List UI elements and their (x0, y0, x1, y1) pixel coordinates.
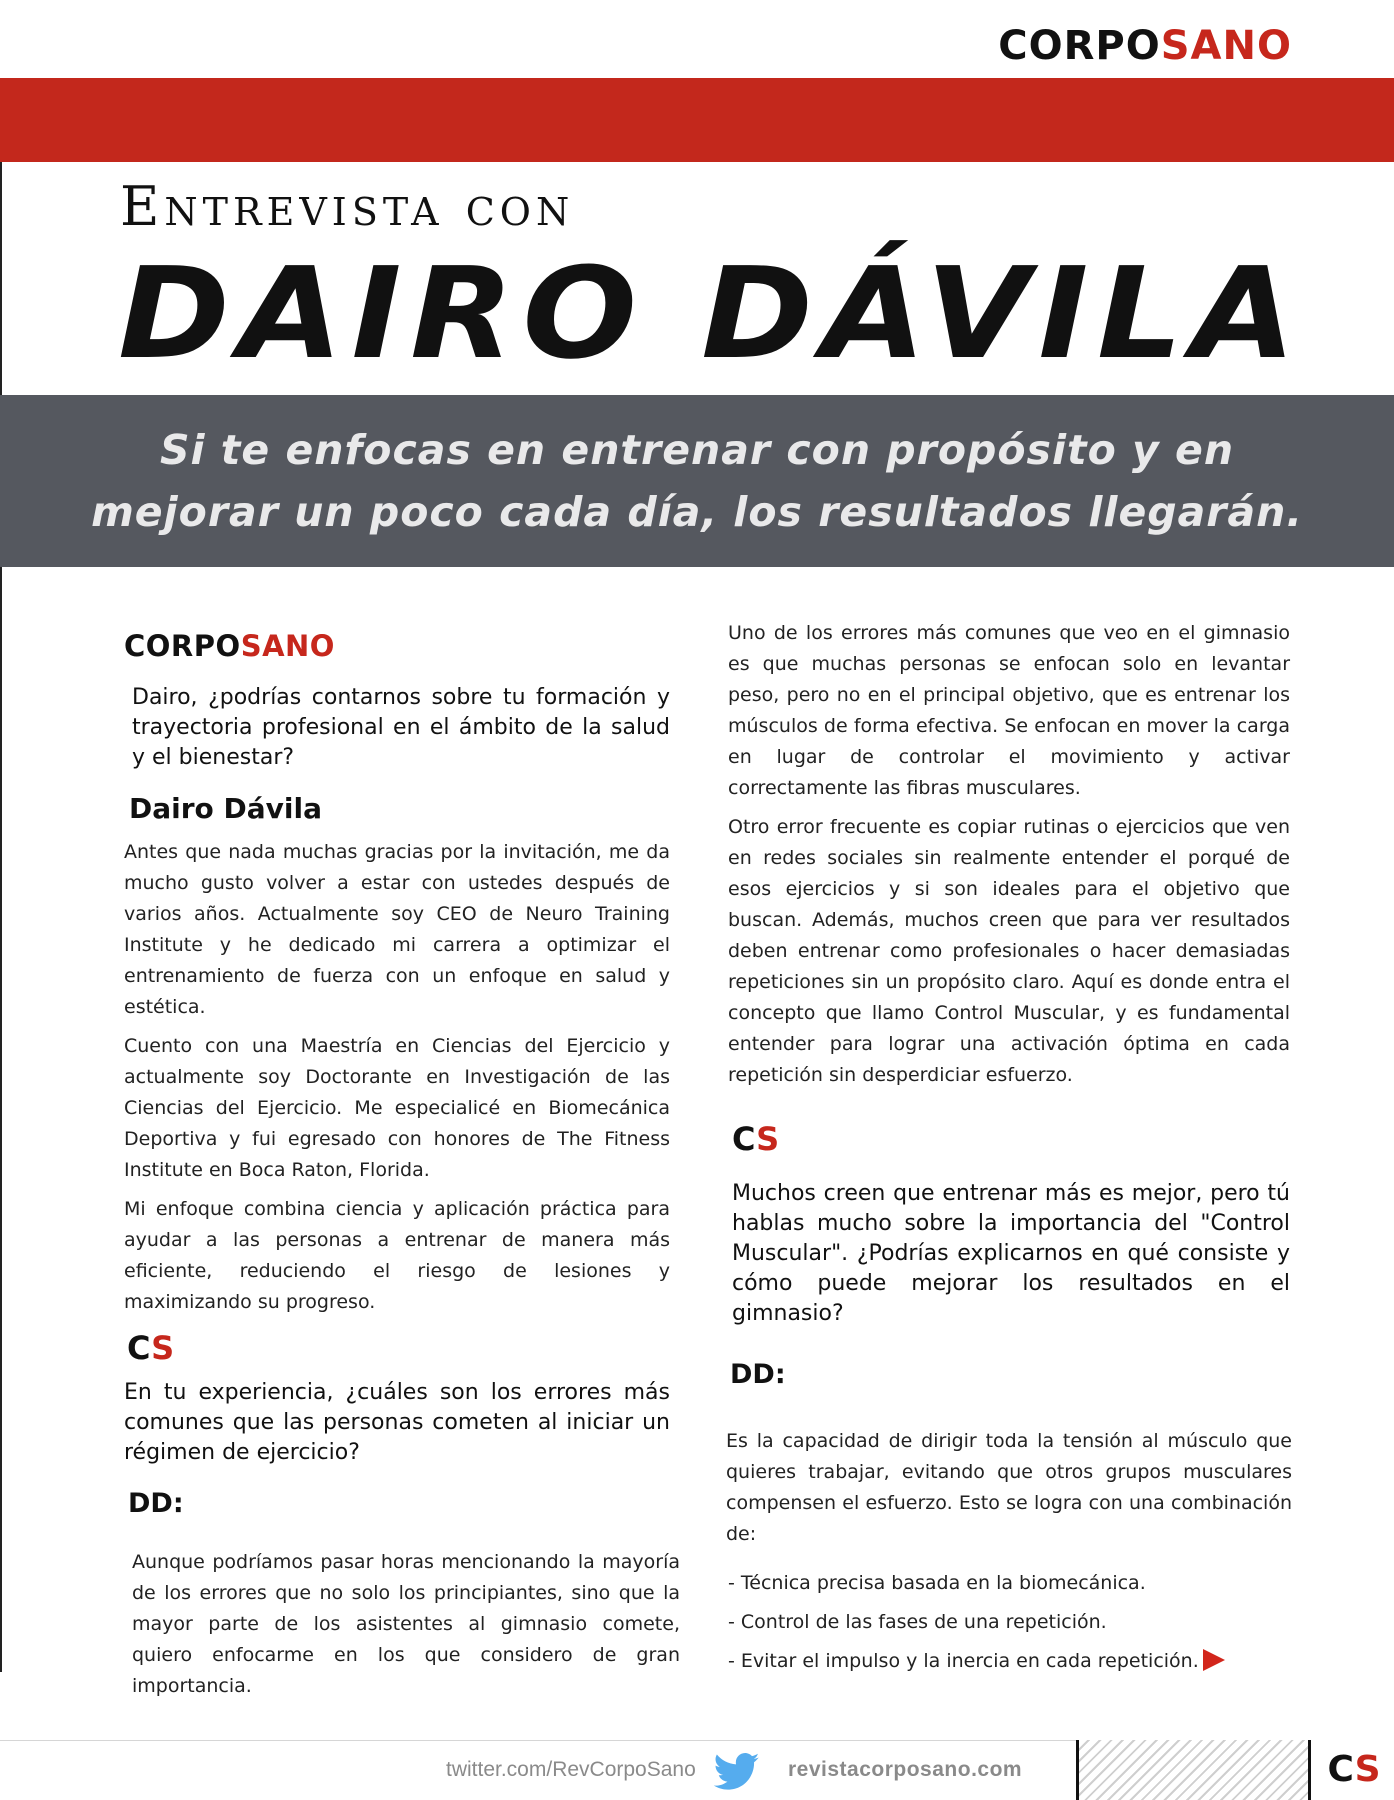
brand-logo-part1: CORPO (998, 23, 1161, 69)
answer-2-continued-2: Otro error frecuente es copiar rutinas o ejercicios que ven en redes sociales sin realmente entender el porqué de esos ejercicios y si son ideales para el objetivo que buscan. Además, muchos creen que para ver resultados deben entrenar como profesionales o hacer demasiadas repeticiones sin un propósito claro. Aquí es donde entra el concepto que llamo Control Muscular, y es fundamental entender para lograr una activación óptima en cada repetición sin desperdiciar esfuerzo. (728, 816, 1290, 1086)
answer-3: Es la capacidad de dirigir toda la tensión al músculo que quieres trabajar, evitando que otros grupos musculares compensen el esfuerzo. Esto se logra con una combinación de: (726, 1430, 1292, 1545)
footer-cs-mark (1308, 1740, 1394, 1800)
pull-quote-line2: mejorar un poco cada día, los resultados llegarán. (91, 488, 1303, 536)
list-item-3-text: - Evitar el impulso y la inercia en cada repetición. (728, 1650, 1199, 1672)
footer-cs-s: S (1354, 1749, 1381, 1790)
question-2: En tu experiencia, ¿cuáles son los errores más comunes que las personas cometen al iniciar un régimen de ejercicio? (124, 1380, 670, 1465)
page-footer (0, 1740, 1394, 1800)
brand-logo-part2: SANO (1160, 23, 1292, 69)
dd-label-left: DD: (128, 1488, 184, 1519)
brand-logo-top (998, 23, 1292, 69)
cs-mark-left-s: S (151, 1329, 175, 1367)
twitter-bird-icon[interactable] (714, 1752, 760, 1792)
continue-arrow-icon (1203, 1649, 1225, 1671)
cs-mark-right-s: S (756, 1120, 780, 1158)
pull-quote-line1: Si te enfocas en entrenar con propósito y en (159, 426, 1235, 474)
pull-quote (77, 419, 1317, 543)
twitter-link[interactable]: twitter.com/RevCorpoSano (446, 1758, 696, 1781)
list-item-3 (728, 1646, 1290, 1677)
cs-mark-left-c: C (127, 1329, 152, 1367)
answer-2-continued-1: Uno de los errores más comunes que veo en el gimnasio es que muchas personas se enfocan solo en levantar peso, pero no en el principal objetivo, que es entrenar los músculos de forma efectiva. Se enfocan en mover la carga en lugar de controlar el movimiento y activar correctamente las fibras musculares. (728, 622, 1290, 799)
answer-2: Aunque podríamos pasar horas mencionando la mayoría de los errores que no solo los principiantes, sino que la mayor parte de los asistentes al gimnasio comete, quiero enfocarme en los que considero de gran importancia. (132, 1551, 680, 1697)
right-column (728, 618, 1290, 1685)
question-3: Muchos creen que entrenar más es mejor, pero tú hablas mucho sobre la importancia del "Control Muscular". ¿Podrías explicarnos en qué consiste y cómo puede mejorar los resultados en el gimnasio? (732, 1181, 1290, 1326)
footer-rule (0, 1740, 1078, 1741)
website-link[interactable]: revistacorposano.com (788, 1758, 1023, 1781)
cs-mark-left (127, 1329, 670, 1367)
answer-1-paragraph-3: Mi enfoque combina ciencia y aplicación práctica para ayudar a las personas a entrenar de manera más eficiente, reduciendo el riesgo de lesiones y maximizando su progreso. (124, 1198, 670, 1313)
header-red-band (0, 78, 1394, 162)
page-left-rule (0, 162, 2, 1672)
headline-kicker: Entrevista con (120, 175, 575, 238)
brand-logo-inline (124, 629, 670, 663)
speaker-name: Dairo Dávila (129, 792, 323, 825)
left-column (124, 629, 680, 1710)
brand-logo-inline-part1: CORPO (124, 629, 241, 663)
list-item-1: - Técnica precisa basada en la biomecánica. (728, 1572, 1146, 1594)
dd-label-right: DD: (730, 1359, 786, 1390)
pull-quote-band (0, 395, 1394, 567)
cs-mark-right (732, 1120, 1290, 1158)
headline-name: DAIRO DÁVILA (118, 240, 1305, 387)
question-1: Dairo, ¿podrías contarnos sobre tu formación y trayectoria profesional en el ámbito de la salud y el bienestar? (132, 685, 670, 770)
brand-logo-inline-part2: SANO (240, 629, 335, 663)
cs-mark-right-c: C (732, 1120, 757, 1158)
answer-1-paragraph-1: Antes que nada muchas gracias por la invitación, me da mucho gusto volver a estar con ustedes después de varios años. Actualmente soy CEO de Neuro Training Institute y he dedicado mi carrera a optimizar el entrenamiento de fuerza con un enfoque en salud y estética. (124, 841, 670, 1018)
list-item-2: - Control de las fases de una repetición. (728, 1611, 1107, 1633)
footer-cs-c: C (1327, 1749, 1355, 1790)
answer-1-paragraph-2: Cuento con una Maestría en Ciencias del Ejercicio y actualmente soy Doctorante en Investigación de las Ciencias del Ejercicio. Me especialicé en Biomecánica Deportiva y fui egresado con honores de The Fitness Institute en Boca Raton, Florida. (124, 1035, 670, 1181)
footer-hatch-pattern (1076, 1740, 1311, 1800)
footer-cs-logo (1327, 1749, 1381, 1790)
